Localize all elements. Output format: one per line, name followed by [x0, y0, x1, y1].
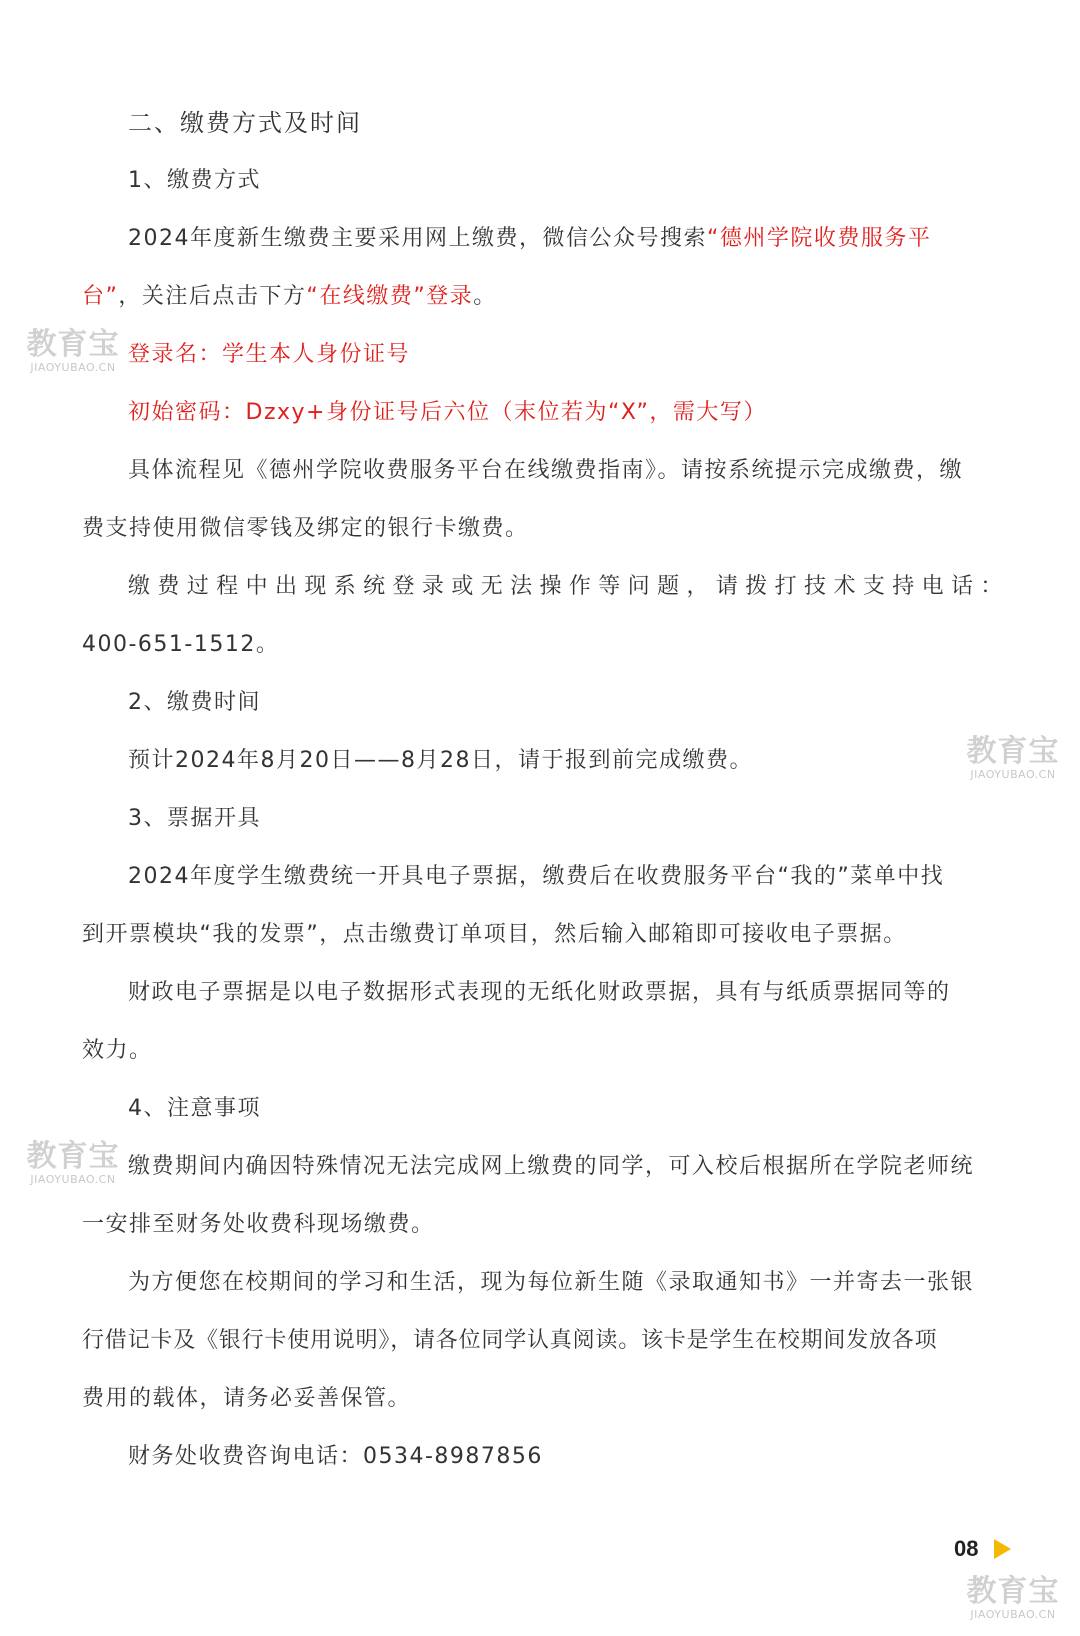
- section-title: 二、缴费方式及时间: [128, 109, 362, 137]
- paragraph-line: 财政电子票据是以电子数据形式表现的无纸化财政票据，具有与纸质票据同等的: [128, 980, 951, 1005]
- next-arrow-icon: [994, 1539, 1011, 1559]
- paragraph-line: 缴 费 过 程 中 出 现 系 统 登 录 或 无 法 操 作 等 问 题 ， 请 拨 打 技 术 支 持 电 话 ：: [128, 574, 1003, 599]
- watermark-url: JIAOYUBAO.CN: [970, 768, 1056, 781]
- subheading-payment-time: 2、缴费时间: [128, 690, 261, 715]
- watermark-url: JIAOYUBAO.CN: [970, 1608, 1056, 1621]
- watermark-logo: 教育宝: [966, 734, 1060, 769]
- watermark-logo: 教育宝: [966, 1574, 1060, 1609]
- paragraph-line: 行借记卡及《银行卡使用说明》，请各位同学认真阅读。该卡是学生在校期间发放各项: [82, 1328, 938, 1353]
- support-phone-line: 400-651-1512。: [82, 632, 280, 657]
- login-name-note: 登录名：学生本人身份证号: [128, 342, 411, 367]
- paragraph-line: 费用的载体，请务必妥善保管。: [82, 1386, 412, 1411]
- online-payment-highlight: “在线缴费”登录: [306, 284, 474, 309]
- subheading-notes: 4、注意事项: [128, 1096, 261, 1121]
- paragraph-line: 2024年度学生缴费统一开具电子票据，缴费后在收费服务平台“我的”菜单中找: [128, 864, 945, 889]
- paragraph-line: 到开票模块“我的发票”，点击缴费订单项目，然后输入邮箱即可接收电子票据。: [82, 922, 907, 947]
- watermark: [958, 735, 1068, 781]
- paragraph-line: 一安排至财务处收费科现场缴费。: [82, 1212, 435, 1237]
- paragraph-line: [82, 281, 497, 313]
- watermark-url: JIAOYUBAO.CN: [30, 361, 116, 374]
- paragraph-line: 预计2024年8月20日——8月28日，请于报到前完成缴费。: [128, 748, 753, 773]
- watermark-logo: 教育宝: [26, 1139, 120, 1174]
- initial-password-note: 初始密码：Dzxy+身份证号后六位（末位若为“X”，需大写）: [128, 400, 767, 425]
- text-run: 。: [473, 284, 497, 309]
- paragraph-line: 具体流程见《德州学院收费服务平台在线缴费指南》。请按系统提示完成缴费，缴: [128, 458, 964, 483]
- text-run: ，关注后点击下方: [118, 284, 307, 309]
- paragraph-line: 缴费期间内确因特殊情况无法完成网上缴费的同学，可入校后根据所在学院老师统: [128, 1154, 975, 1179]
- watermark: [18, 1140, 128, 1186]
- platform-name-highlight-end: 台”: [82, 284, 119, 309]
- subheading-receipt: 3、票据开具: [128, 806, 261, 831]
- finance-contact-phone: 财务处收费咨询电话：0534-8987856: [128, 1444, 543, 1469]
- platform-name-highlight: “德州学院收费服务平: [707, 226, 932, 251]
- paragraph-line: 费支持使用微信零钱及绑定的银行卡缴费。: [82, 516, 529, 541]
- paragraph-line: [128, 223, 931, 255]
- watermark-url: JIAOYUBAO.CN: [30, 1173, 116, 1186]
- text-run: 2024年度新生缴费主要采用网上缴费，微信公众号搜索: [128, 226, 707, 251]
- watermark: [18, 328, 128, 374]
- watermark-logo: 教育宝: [26, 327, 120, 362]
- subheading-payment-method: 1、缴费方式: [128, 168, 261, 193]
- watermark: [958, 1575, 1068, 1621]
- paragraph-line: 效力。: [82, 1038, 153, 1063]
- paragraph-line: 为方便您在校期间的学习和生活，现为每位新生随《录取通知书》一并寄去一张银: [128, 1270, 975, 1295]
- page-number: 08: [954, 1536, 979, 1561]
